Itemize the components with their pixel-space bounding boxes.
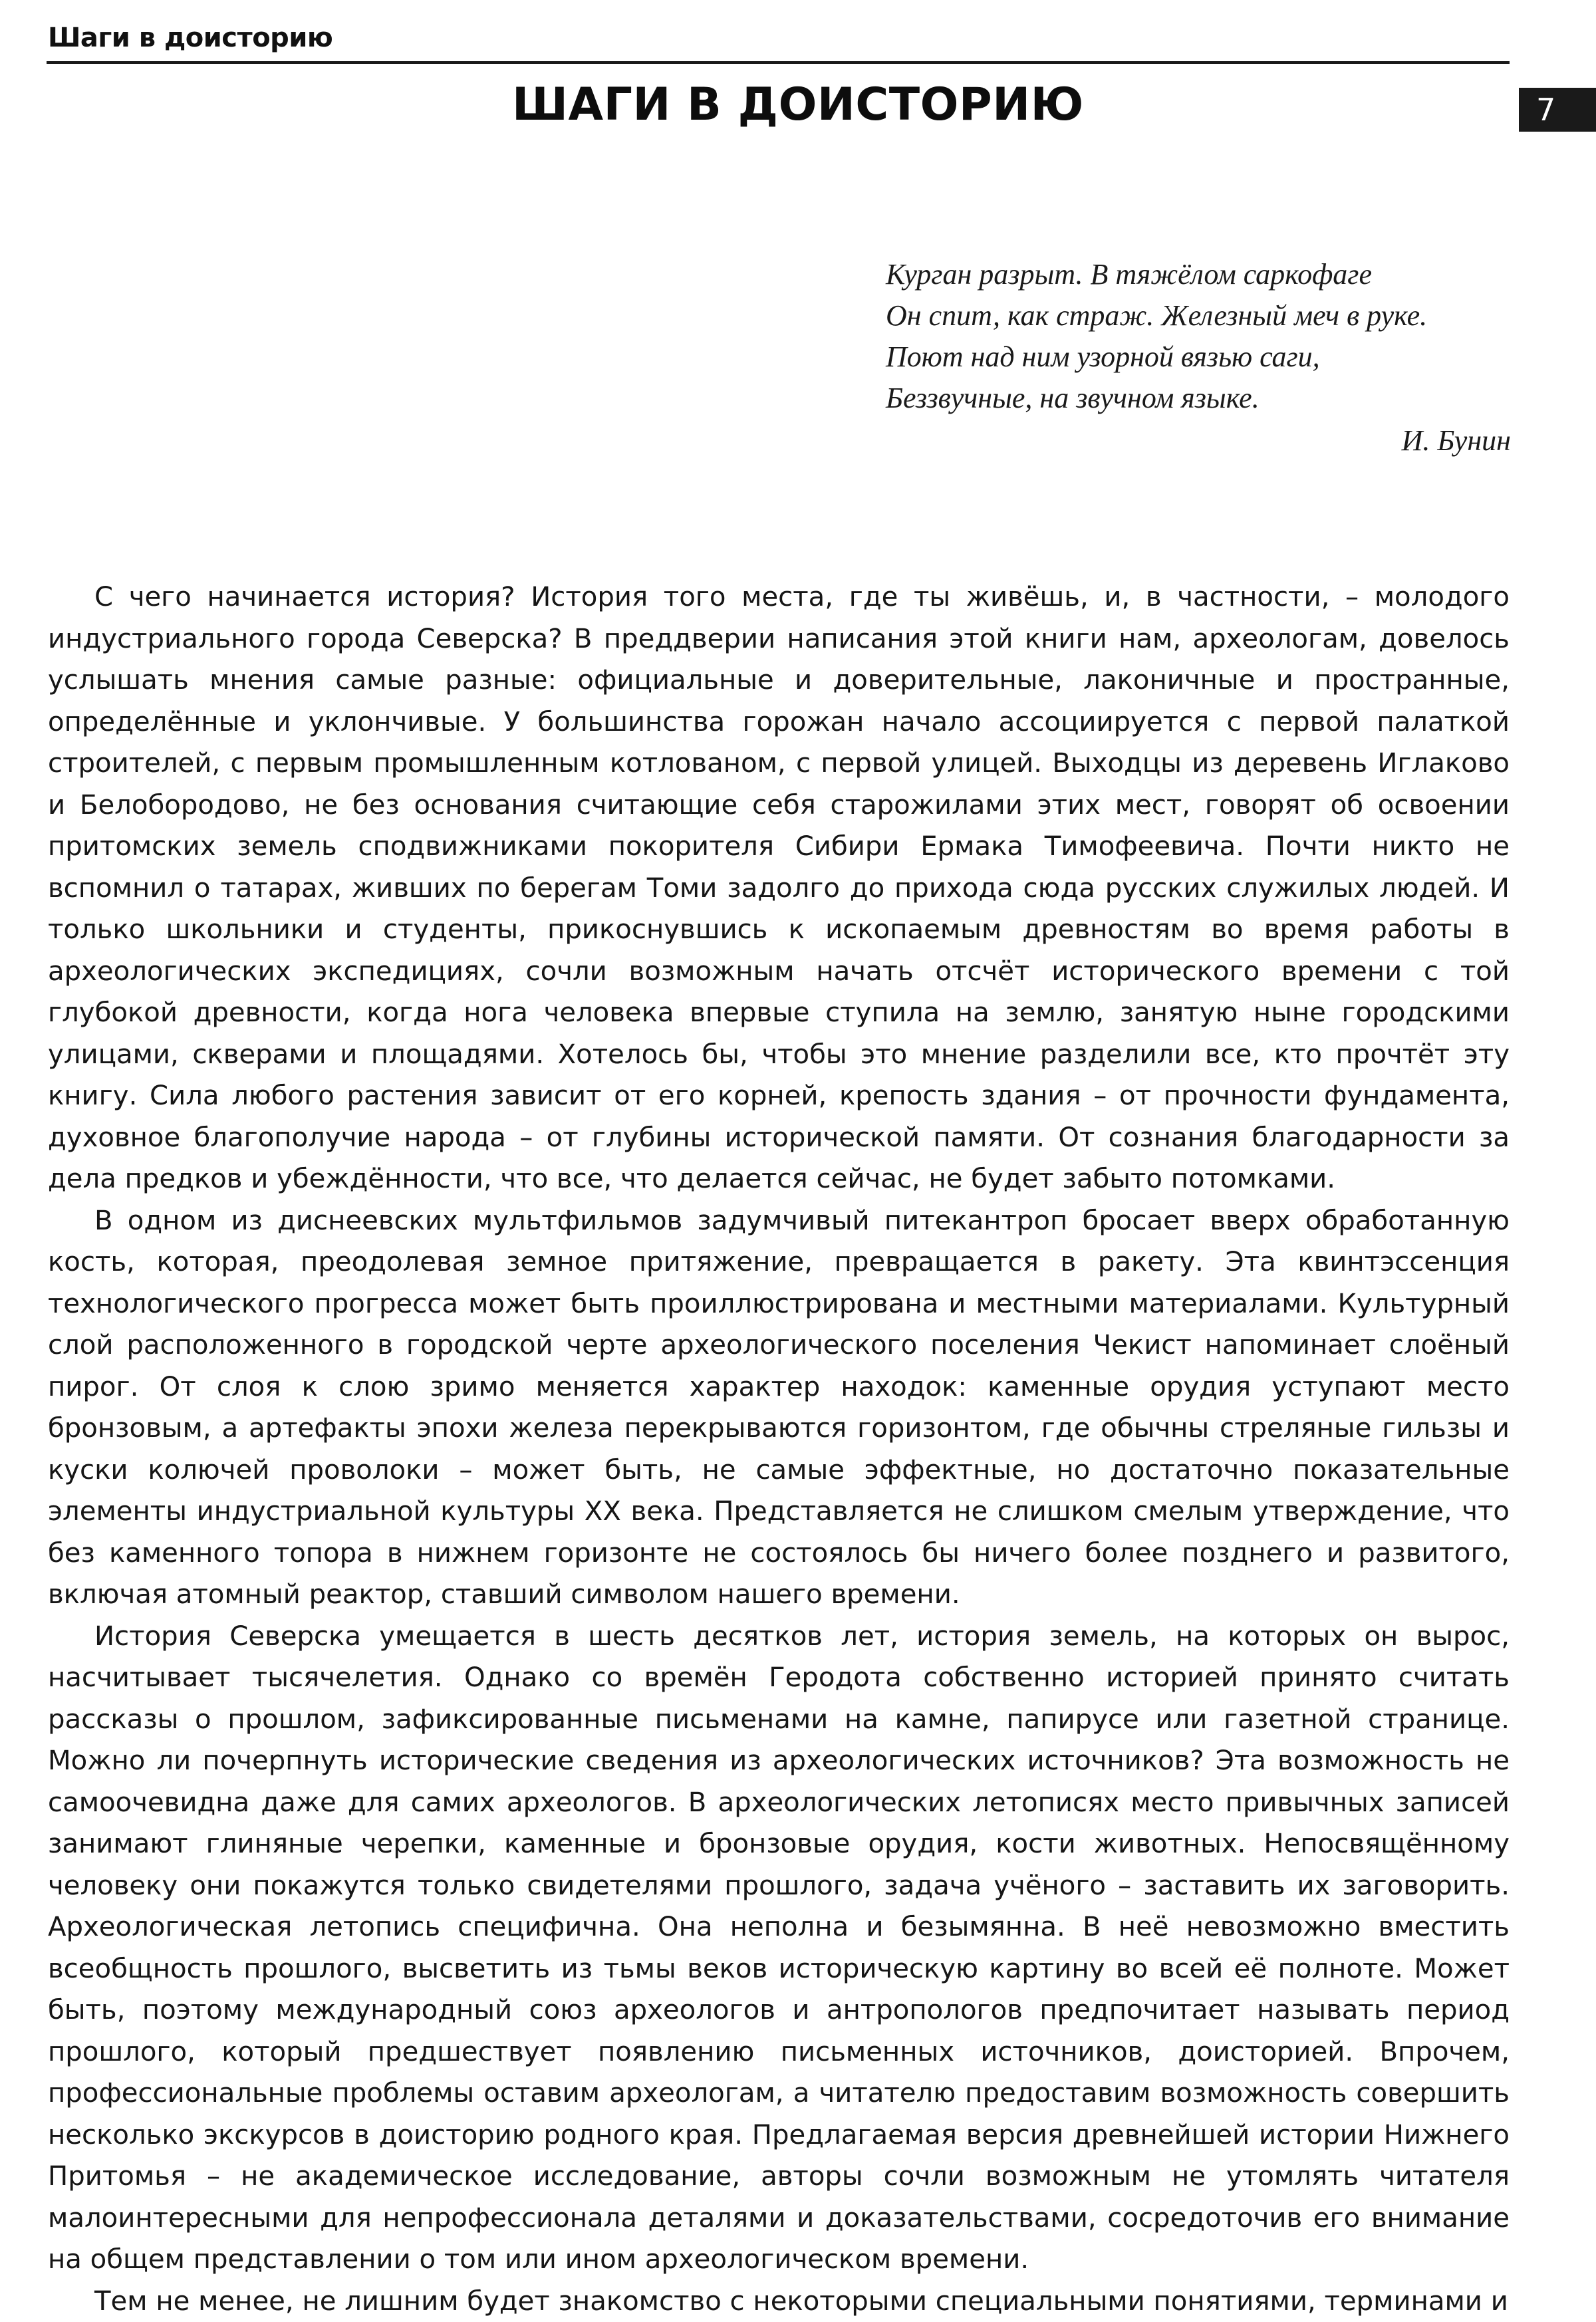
paragraph: Тем не менее, не лишним будет знакомство с некоторыми специальными понятиями, терминами и: [48, 2281, 1510, 2322]
paragraph: История Северска умещается в шесть десятков лет, история земель, на которых он вырос, насчитывает тысячелетия. Однако со времён Геродота собственно историей принято считать рассказы о прошлом, зафиксированные письменами на камне, папирусе или газетной странице. Можно ли почерпнуть исторические сведения из археологических источников? Эта возможность не самоочевидна даже для самих археологов. В археологических летописях место привычных записей занимают глиняные черепки, каменные и бронзовые орудия, кости животных. Непосвящённому человеку они покажутся только свидетелями прошлого, задача учёного – заставить их заговорить. Археологическая летопись специфична. Она неполна и безымянна. В неё невозможно вместить всеобщность прошлого, высветить из тьмы веков историческую картину во всей её полноте. Может быть, поэтому международный союз археологов и антропологов предпочитает называть период прошлого, который предшествует появлению письменных источников, доисторией. Впрочем, профессиональные проблемы оставим археологам, а читателю предоставим возможность совершить несколько экскурсов в доисторию родного края. Предлагаемая версия древнейшей истории Нижнего Притомья – не академическое исследование, авторы сочли возможным не утомлять читателя малоинтересными для непрофессионала деталями и доказательствами, сосредоточив его внимание на общем представлении о том или ином археологическом времени.: [48, 1616, 1510, 2281]
running-header: Шаги в доисторию: [48, 23, 332, 53]
page-title: ШАГИ В ДОИСТОРИЮ: [0, 78, 1596, 131]
epigraph: [886, 254, 1511, 461]
header-divider: [47, 61, 1510, 64]
epigraph-author: И. Бунин: [886, 420, 1511, 461]
paragraph: С чего начинается история? История того места, где ты живёшь, и, в частности, – молодого индустриального города Северска? В преддверии написания этой книги нам, археологам, довелось услышать мнения самые разные: официальные и доверительные, лаконичные и пространные, определённые и уклончивые. У большинства горожан начало ассоциируется с первой палаткой строителей, с первым промышленным котлованом, с первой улицей. Выходцы из деревень Иглаково и Белобородово, не без основания считающие себя старожилами этих мест, говорят об освоении притомских земель сподвижниками покорителя Сибири Ермака Тимофеевича. Почти никто не вспомнил о татарах, живших по берегам Томи задолго до прихода сюда русских служилых людей. И только школьники и студенты, прикоснувшись к ископаемым древностям во время работы в археологических экспедициях, сочли возможным начать отсчёт исторического времени с той глубокой древности, когда нога человека впервые ступила на землю, занятую ныне городскими улицами, скверами и площадями. Хотелось бы, чтобы это мнение разделили все, кто прочтёт эту книгу. Сила любого растения зависит от его корней, крепость здания – от прочности фундамента, духовное благополучие народа – от глубины исторической памяти. От сознания благодарности за дела предков и убеждённости, что все, что делается сейчас, не будет забыто потомками.: [48, 577, 1510, 1200]
epigraph-line: Он спит, как страж. Железный меч в руке.: [886, 295, 1511, 336]
epigraph-line: Курган разрыт. В тяжёлом саркофаге: [886, 254, 1511, 295]
body-text: [48, 577, 1510, 2322]
page-number-badge: 7: [1519, 88, 1596, 132]
epigraph-line: Поют над ним узорной вязью саги,: [886, 336, 1511, 378]
epigraph-line: Беззвучные, на звучном языке.: [886, 378, 1511, 419]
paragraph: В одном из диснеевских мультфильмов задумчивый питекантроп бросает вверх обработанную кость, которая, преодолевая земное притяжение, превращается в ракету. Эта квинтэссенция технологического прогресса может быть проиллюстрирована и местными материалами. Культурный слой расположенного в городской черте археологического поселения Чекист напоминает слоёный пирог. От слоя к слою зримо меняется характер находок: каменные орудия уступают место бронзовым, а артефакты эпохи железа перекрываются горизонтом, где обычны стреляные гильзы и куски колючей проволоки – может быть, не самые эффектные, но достаточно показательные элементы индустриальной культуры XX века. Представляется не слишком смелым утверждение, что без каменного топора в нижнем горизонте не состоялось бы ничего более позднего и развитого, включая атомный реактор, ставший символом нашего времени.: [48, 1200, 1510, 1616]
